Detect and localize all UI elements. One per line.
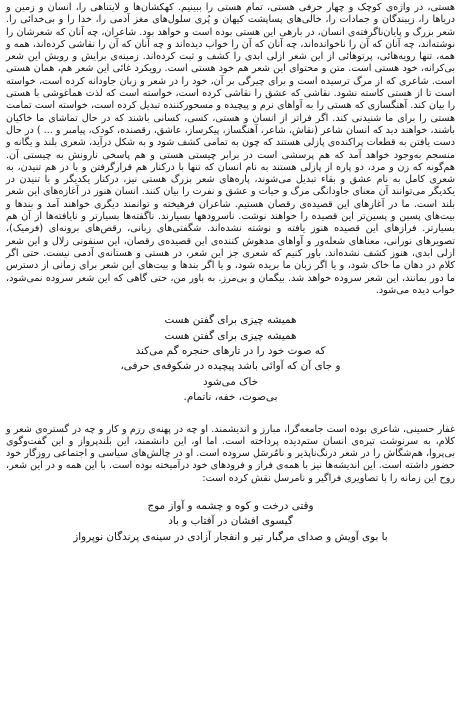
poem-line: همیشه چیزی برای گفتن هست <box>164 329 297 342</box>
poem-line: خاک می‌شود <box>202 375 259 388</box>
poem-line: که صوت خود را در تارهای حنجره گم می‌کند <box>135 344 326 357</box>
poem-line: و جای آن که آوائی باشد پیچیده در شکوفه‌ی حرفی، <box>120 360 341 373</box>
poem-line: وقتی درخت و کوه و چشمه و آواز موج <box>147 500 314 513</box>
poem-stanza-1 <box>6 313 455 405</box>
poem-stanza-2 <box>6 499 455 545</box>
article-paragraph-2: غفار حسینی، شاعری بوده است جامعه‌گرا، مبارز و اندیشمند. او چه در پهنه‌ی رزم و کار و چه در گستره‌ی شعر و کلام، به سرنوشت تیره‌ی انسان ستم‌دیده پرداخته است. اما او، این دانشمند، این بلندپرواز و این گفت‌وگوی بی‌پروا، هم‌شگاش را در شعر درنگ‌ناپذیر و نامُرسَل سروده است. او در چالش‌های سیاسی و اجتماعی روزگار خود حضور داشته است. این اندیشه‌ها نیز با همه‌ی فراز و فرودهای خود درآمیخته بوده است. با این همه و در این شعر، روح این زمانه را با تصاویری فراگیر و نامرسل نقش کرده است: <box>6 423 455 484</box>
poem-line: همیشه چیزی برای گفتن هست <box>164 314 297 327</box>
poem-line: بی‌صوت، خفه، ناتمام. <box>183 391 278 404</box>
article-paragraph-1: هستی، در واژه‌ی کوچک و چهار حرفی هستی، تمام هستی را ببینیم. کهکشان‌ها و لایتناهی را، انسان و زمین و دریاها را، زیبندگان و جمادات را، خالی‌های پساپشت کیهان و پُری سلول‌های مغز آدمی را، خدا را و بی‌خدائی را. شعر بزرگ و پایان‌ناگرفته‌ی انسان، در بارهی این هستی بوده است و خواهد بود. شاعران، چه آنان که شعرشان را نوشته‌اند، چه آنان که آن را ناخوانده‌اند، چه آنان که آن را خواب دیده‌اند و چه آنان که آن را نقاشی کرده‌اند، همه و همه، تنها رویه‌هائی، پرتوهائی از این شعر ازلی ابدی را کشف و ثبت کرده‌اند. زمینه‌ی برایش و رویش این شعر بی‌کرانه، خود هستی است. متن و محتوای این شعر هم خود هستی است. رویکرد غائی این شعر هم، همان هستی است. شاعری که از مرگ ترسیده است و برای چیرگی بر آن، خود را در شعر و زبان جاودانه کرده است، خواسته است تا از هستی کاسته نشود. نقاشی که عشق را نقاشی کرده است، خواسته است که لذت هماغوشی با هستی را بیان کند. آهنگسازی که هستی را به آواهای نرم و پیچیده و مسحورکننده تبدیل کرده است، خواسته است تمامت هستی را برای ما شنیدنی کند. اگر فراتر از انسان و هستی، کسی، کسانی باشند که در حال تماشای ما خاکیان باشند، خواهند دید که انسان شاعر (نقاش، شاعر، آهنگساز، پیکرساز، عاشق، رقصنده، کودک، پیامبر و ... ) در حال دست یافتن به قطعات پراکنده‌ی پازلی هستند که چون به تمامی کشف شود و به شکل درآید، شعری بلند و یگانه و منسجم به‌وجود خواهد آمد که هم پرسشی است در برابر چیستی هستی و هم پاسخی نارونش به چیستی آن. هم‌گونه که زن و مرد، دو پاره از پازلی هستند به نام انسان که تنها با درکنار هم قرارگرفتن و با در هم تنیدن، به شعری کامل به نام عشق و بقاء تبدیل می‌شوند، پاره‌های شعر بزرگ هستی نیز، درکنار یکدیگر و با تنیدن در یکدیگر می‌توانند آن معنای جاودانگی مرگ و حیات و عشق و نفرت را بیان کنند. انسان هنوز در آغازه‌های این شعر بلند است. ما در آغازهای این قصیده‌ی رقصان هستیم. شاعران فرهیخته و توانمند دیگری خواهند آمد و بندها و بیت‌های پسین و پسین‌تر این قصیده را خواهند نوشت. ناسرودهها بسیارند. ناگفته‌ها بسیارتر و نایافته‌ها از آن هم بسیارتر. فرازهای این قصیده هنوز یافته و نوشته نشده‌اند. شگفتی‌های زبانی، رقص‌های برونه‌ای (فرمیک)، تصویرهای نورانی، معناهای شعله‌ور و آواهای مدهوش کننده‌ی این قصیده‌ی رقصان، این سنفونی زلال و این شعر ازلی ابدی، هنوز کشف نشده‌اند. باور کنیم که شعری جز این شعر، در هستی و هستانه‌ی آدمی نیست. حتی اگر کلام در دهان ما خاک شود، و یا اگر زبان ما بریده شود، و یا اگر بندها و بیت‌های این شعر برای زمانی از دسترس ما دور بمانند، این شعر سروده خواهد شد. بیگمان و بی‌مرز. به باور من، حتی گاهی که این شعر سروده نمی‌شود، خواب دیده می‌شود. <box>6 2 455 296</box>
poem-line: گیسوی افشان در آفتاب و باد <box>168 515 293 528</box>
poem-line: با بوی آویش و صدای مرگبار تیر و انفجار آزادی در سینه‌ی پرندگان نوپرواز <box>73 530 388 543</box>
